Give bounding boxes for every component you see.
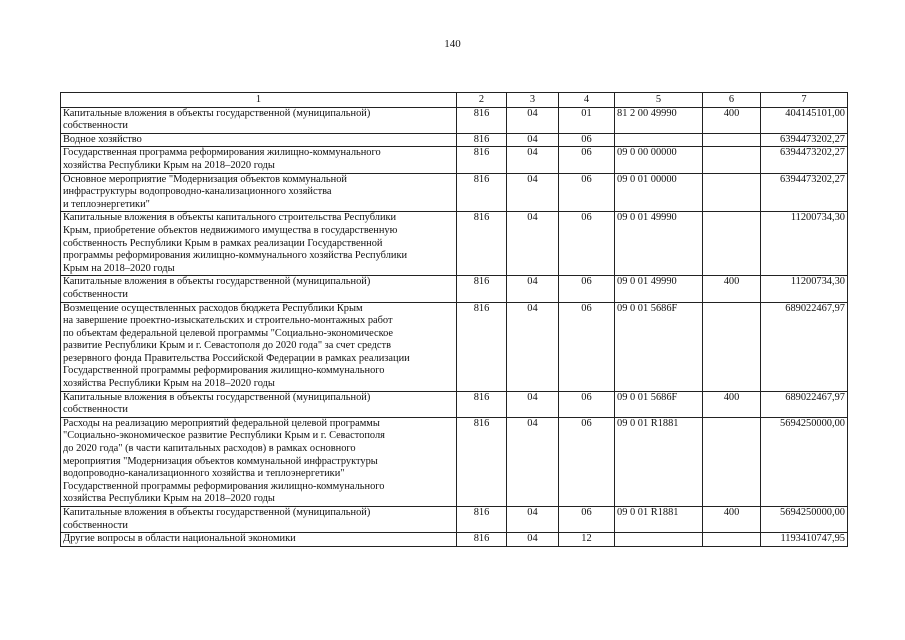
- expense-type-code: 400: [703, 107, 761, 133]
- section-code: 04: [507, 147, 559, 173]
- subsection-code: 06: [559, 173, 615, 212]
- target-article-code: 09 0 01 49990: [615, 212, 703, 276]
- subsection-code: 06: [559, 391, 615, 417]
- table-row: [61, 147, 848, 173]
- amount-value: 6394473202,27: [761, 173, 848, 212]
- expense-type-code: [703, 417, 761, 506]
- budget-table: [60, 92, 848, 547]
- target-article-code: 09 0 01 5686F: [615, 302, 703, 391]
- header-row: [61, 93, 848, 108]
- target-article-code: 09 0 01 00000: [615, 173, 703, 212]
- column-header-1: 1: [61, 93, 457, 108]
- column-header-2: 2: [457, 93, 507, 108]
- ministry-code: 816: [457, 173, 507, 212]
- row-name: Капитальные вложения в объекты капитального строительства Республики Крым, приобретение объектов недвижимого имущества в государственную собственность Республики Крым в рамках реализации Государственной программы реформирования жилищно-коммунального хозяйства Республики Крым на 2018–2020 годы: [61, 212, 457, 276]
- subsection-code: 06: [559, 276, 615, 302]
- section-code: 04: [507, 507, 559, 533]
- target-article-code: 81 2 00 49990: [615, 107, 703, 133]
- table-row: [61, 391, 848, 417]
- column-header-7: 7: [761, 93, 848, 108]
- table-row: [61, 417, 848, 506]
- subsection-code: 12: [559, 533, 615, 547]
- column-header-3: 3: [507, 93, 559, 108]
- target-article-code: [615, 133, 703, 147]
- expense-type-code: 400: [703, 391, 761, 417]
- target-article-code: 09 0 01 49990: [615, 276, 703, 302]
- page-number: 140: [444, 38, 461, 50]
- ministry-code: 816: [457, 276, 507, 302]
- table-row: [61, 276, 848, 302]
- ministry-code: 816: [457, 212, 507, 276]
- table-row: [61, 133, 848, 147]
- subsection-code: 06: [559, 147, 615, 173]
- section-code: 04: [507, 107, 559, 133]
- section-code: 04: [507, 391, 559, 417]
- target-article-code: 09 0 00 00000: [615, 147, 703, 173]
- amount-value: 404145101,00: [761, 107, 848, 133]
- amount-value: 689022467,97: [761, 302, 848, 391]
- target-article-code: [615, 533, 703, 547]
- expense-type-code: [703, 133, 761, 147]
- row-name: Основное мероприятие "Модернизация объектов коммунальной инфраструктуры водопроводно-канализационного хозяйства и теплоэнергетики": [61, 173, 457, 212]
- expense-type-code: [703, 302, 761, 391]
- ministry-code: 816: [457, 391, 507, 417]
- row-name: Капитальные вложения в объекты государственной (муниципальной) собственности: [61, 107, 457, 133]
- ministry-code: 816: [457, 302, 507, 391]
- section-code: 04: [507, 533, 559, 547]
- table-row: [61, 212, 848, 276]
- target-article-code: 09 0 01 5686F: [615, 391, 703, 417]
- ministry-code: 816: [457, 133, 507, 147]
- row-name: Расходы на реализацию мероприятий федеральной целевой программы "Социально-экономическое развитие Республики Крым и г. Севастополя до 2020 года" (в части капитальных расходов) в рамках основного мероприятия "Модернизация объектов коммунальной инфраструктуры водопроводно-канализационного хозяйства и теплоэнергетики" Государственной программы реформирования жилищно-коммунального хозяйства Республики Крым на 2018–2020 годы: [61, 417, 457, 506]
- amount-value: 5694250000,00: [761, 417, 848, 506]
- column-header-5: 5: [615, 93, 703, 108]
- expense-type-code: [703, 533, 761, 547]
- section-code: 04: [507, 302, 559, 391]
- target-article-code: 09 0 01 R1881: [615, 507, 703, 533]
- column-header-6: 6: [703, 93, 761, 108]
- row-name: Водное хозяйство: [61, 133, 457, 147]
- subsection-code: 06: [559, 212, 615, 276]
- table-row: [61, 507, 848, 533]
- table-row: [61, 107, 848, 133]
- table-body: [61, 107, 848, 546]
- amount-value: 689022467,97: [761, 391, 848, 417]
- table-row: [61, 173, 848, 212]
- row-name: Капитальные вложения в объекты государственной (муниципальной) собственности: [61, 391, 457, 417]
- ministry-code: 816: [457, 417, 507, 506]
- ministry-code: 816: [457, 533, 507, 547]
- subsection-code: 06: [559, 417, 615, 506]
- section-code: 04: [507, 212, 559, 276]
- amount-value: 5694250000,00: [761, 507, 848, 533]
- amount-value: 6394473202,27: [761, 147, 848, 173]
- row-name: Капитальные вложения в объекты государственной (муниципальной) собственности: [61, 276, 457, 302]
- subsection-code: 06: [559, 133, 615, 147]
- table-row: [61, 302, 848, 391]
- expense-type-code: 400: [703, 507, 761, 533]
- ministry-code: 816: [457, 147, 507, 173]
- table-row: [61, 533, 848, 547]
- expense-type-code: [703, 212, 761, 276]
- amount-value: 1193410747,95: [761, 533, 848, 547]
- section-code: 04: [507, 417, 559, 506]
- target-article-code: 09 0 01 R1881: [615, 417, 703, 506]
- subsection-code: 06: [559, 302, 615, 391]
- row-name: Государственная программа реформирования жилищно-коммунального хозяйства Республики Крым на 2018–2020 годы: [61, 147, 457, 173]
- section-code: 04: [507, 173, 559, 212]
- row-name: Возмещение осуществленных расходов бюджета Республики Крым на завершение проектно-изыскательских и строительно-монтажных работ по объектам федеральной целевой программы "Социально-экономическое развитие Республики Крым и г. Севастополя до 2020 года" за счет средств резервного фонда Правительства Российской Федерации в рамках реализации Государственной программы реформирования жилищно-коммунального хозяйства Республики Крым на 2018–2020 годы: [61, 302, 457, 391]
- row-name: Капитальные вложения в объекты государственной (муниципальной) собственности: [61, 507, 457, 533]
- amount-value: 6394473202,27: [761, 133, 848, 147]
- subsection-code: 01: [559, 107, 615, 133]
- expense-type-code: [703, 147, 761, 173]
- amount-value: 11200734,30: [761, 276, 848, 302]
- expense-type-code: 400: [703, 276, 761, 302]
- section-code: 04: [507, 276, 559, 302]
- ministry-code: 816: [457, 507, 507, 533]
- section-code: 04: [507, 133, 559, 147]
- expense-type-code: [703, 173, 761, 212]
- ministry-code: 816: [457, 107, 507, 133]
- row-name: Другие вопросы в области национальной экономики: [61, 533, 457, 547]
- subsection-code: 06: [559, 507, 615, 533]
- amount-value: 11200734,30: [761, 212, 848, 276]
- column-header-4: 4: [559, 93, 615, 108]
